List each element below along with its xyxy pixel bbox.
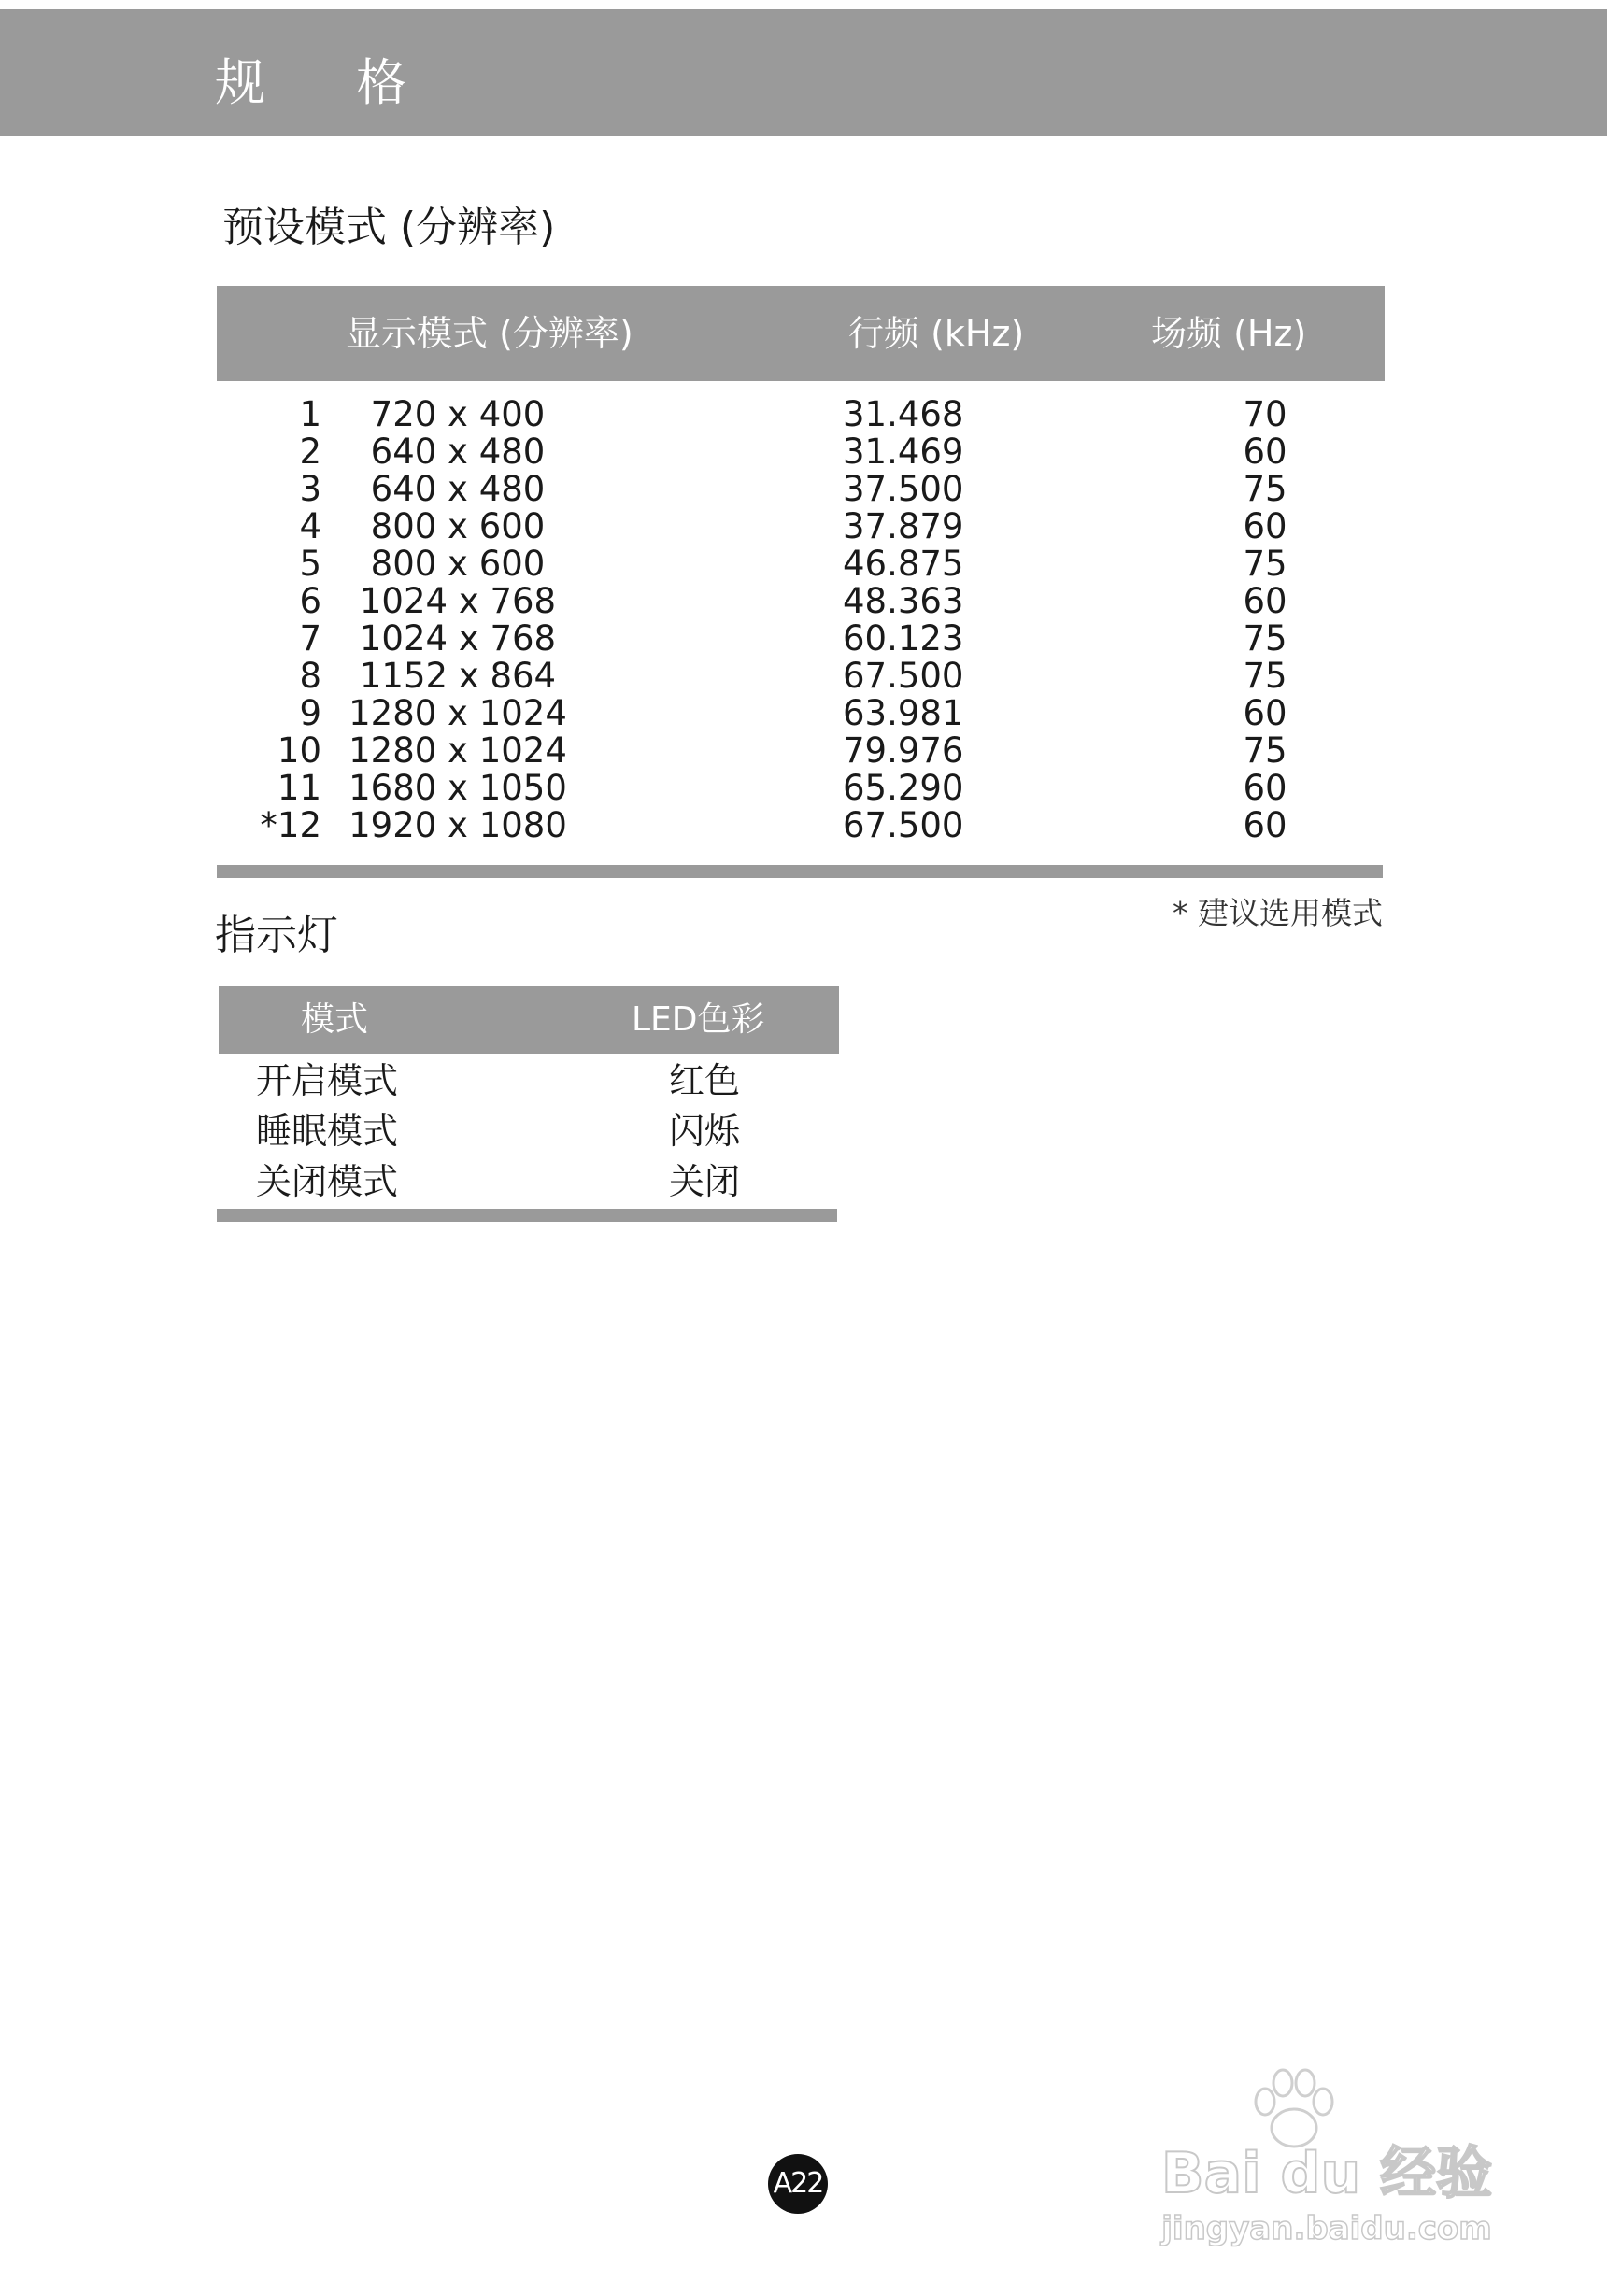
mode-number: *12 [260,805,321,845]
resolution: 640 x 480 [370,469,546,509]
power-mode: 睡眠模式 [256,1111,399,1152]
horizontal-frequency: 37.879 [843,506,964,546]
indicator-title: 指示灯 [215,912,338,959]
vertical-frequency: 75 [1243,618,1287,659]
mode-number: 10 [277,730,321,771]
horizontal-frequency: 37.500 [843,469,964,509]
vertical-frequency: 60 [1243,805,1287,845]
horizontal-frequency: 65.290 [843,768,964,808]
power-mode: 关闭模式 [256,1161,399,1202]
horizontal-frequency: 63.981 [843,693,964,733]
horizontal-frequency: 31.469 [843,432,964,472]
resolution: 1280 x 1024 [348,730,567,771]
indicator-table-bottom-rule [217,1209,837,1222]
resolution: 1680 x 1050 [348,768,567,808]
vertical-frequency: 60 [1243,506,1287,546]
table-row [217,695,1385,732]
vertical-frequency: 75 [1243,730,1287,771]
vertical-frequency: 60 [1243,432,1287,472]
mode-number: 11 [277,768,321,808]
table-row [217,732,1385,770]
column-header-h-freq: 行频 (kHz) [848,313,1025,354]
table-row [217,433,1385,471]
resolution: 1024 x 768 [359,581,557,621]
table-row [217,770,1385,807]
horizontal-frequency: 48.363 [843,581,964,621]
mode-number: 3 [299,469,321,509]
mode-number: 6 [299,581,321,621]
horizontal-frequency: 67.500 [843,656,964,696]
resolution: 640 x 480 [370,432,546,472]
watermark-url: jingyan.baidu.com [1161,2210,1492,2247]
resolution: 1152 x 864 [359,656,557,696]
vertical-frequency: 75 [1243,656,1287,696]
resolution: 1280 x 1024 [348,693,567,733]
horizontal-frequency: 60.123 [843,618,964,659]
table-row [217,620,1385,658]
column-header-mode: 模式 [301,1000,369,1039]
preset-modes-title: 预设模式 (分辨率) [222,204,556,251]
mode-number: 9 [299,693,321,733]
mode-number: 8 [299,656,321,696]
horizontal-frequency: 46.875 [843,544,964,584]
table-row [217,471,1385,508]
page-number: A22 [768,2154,828,2214]
resolution: 720 x 400 [370,394,546,434]
vertical-frequency: 75 [1243,469,1287,509]
column-header-led-color: LED色彩 [632,1000,765,1039]
table-row [217,508,1385,546]
vertical-frequency: 60 [1243,768,1287,808]
mode-number: 4 [299,506,321,546]
table-row [217,396,1385,433]
preset-table-header [217,286,1385,381]
recommended-mode-note: * 建议选用模式 [1173,895,1383,931]
resolution: 1920 x 1080 [348,805,567,845]
indicator-table-header [219,986,839,1054]
mode-number: 7 [299,618,321,659]
mode-number: 5 [299,544,321,584]
mode-number: 2 [299,432,321,472]
led-color: 闪烁 [669,1111,741,1152]
horizontal-frequency: 31.468 [843,394,964,434]
horizontal-frequency: 67.500 [843,805,964,845]
table-row [217,807,1385,844]
preset-table-bottom-rule [217,865,1383,878]
vertical-frequency: 70 [1243,394,1287,434]
table-row [217,658,1385,695]
vertical-frequency: 75 [1243,544,1287,584]
table-row [217,583,1385,620]
resolution: 800 x 600 [370,544,546,584]
table-row [219,1158,839,1205]
vertical-frequency: 60 [1243,693,1287,733]
column-header-v-freq: 场频 (Hz) [1151,313,1307,354]
led-color: 红色 [669,1060,741,1101]
table-row [217,546,1385,583]
resolution: 1024 x 768 [359,618,557,659]
page-title: 规 格 [215,53,445,112]
table-row [219,1108,839,1155]
table-row [219,1057,839,1104]
column-header-resolution: 显示模式 (分辨率) [346,313,633,354]
baidu-jingyan-watermark [1140,2055,1514,2247]
vertical-frequency: 60 [1243,581,1287,621]
watermark-brand: Bai du 经验 [1160,2141,1493,2206]
led-color: 关闭 [669,1161,741,1202]
horizontal-frequency: 79.976 [843,730,964,771]
mode-number: 1 [299,394,321,434]
resolution: 800 x 600 [370,506,546,546]
power-mode: 开启模式 [256,1060,399,1101]
